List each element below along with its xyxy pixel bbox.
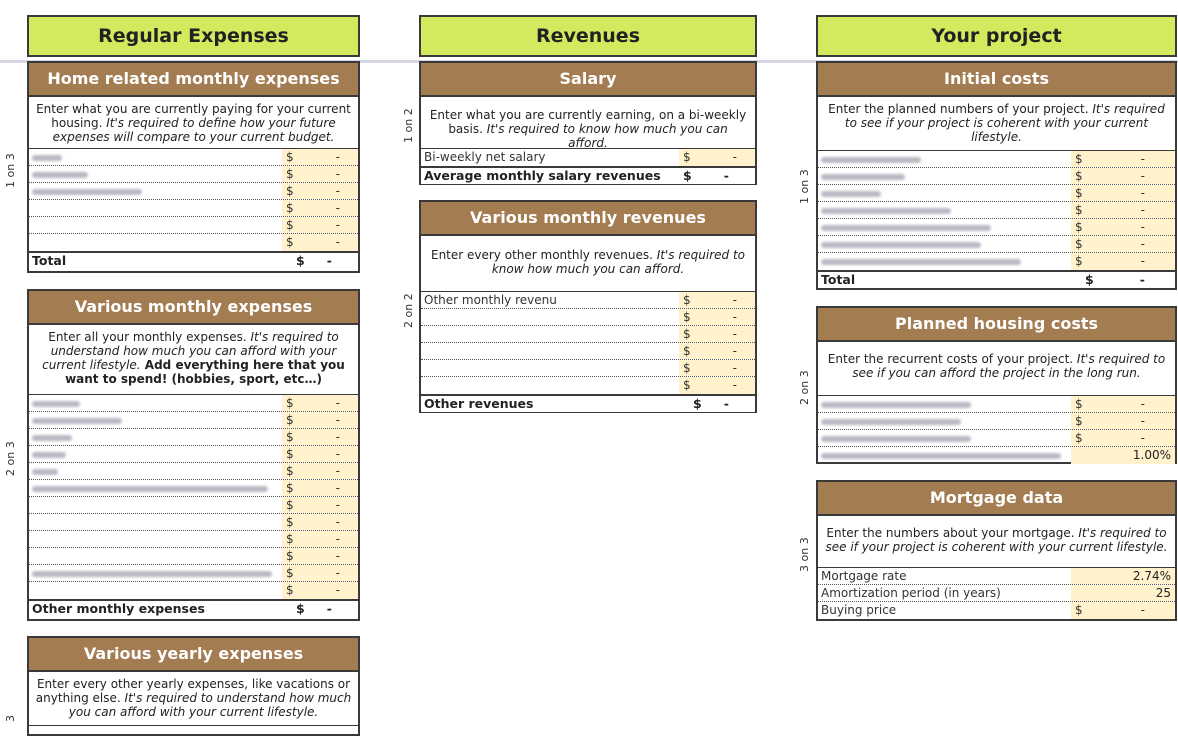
mortgage-panel [816, 480, 1177, 621]
initial-costs-description: Enter the planned numbers of your project. It's required to see if your project is coherent with your current lifestyle. [818, 97, 1175, 151]
various-monthly-expenses-total-row: Other monthly expenses $ - [29, 599, 358, 617]
housing-costs-panel [816, 306, 1177, 464]
table-row[interactable]: $ - [29, 480, 358, 497]
various-monthly-expenses-title: Various monthly expenses [29, 291, 358, 325]
mortgage-description: Enter the numbers about your mortgage. It's required to see if your project is coherent with your current lifestyle. [818, 516, 1175, 568]
amortization-period-row[interactable]: Amortization period (in years) 25 [818, 585, 1175, 602]
mortgage-rate-row[interactable]: Mortgage rate 2.74% [818, 568, 1175, 585]
table-row[interactable]: $ - [29, 565, 358, 582]
initial-costs-title: Initial costs [818, 63, 1175, 97]
yearly-expenses-description: Enter every other yearly expenses, like vacations or anything else. It's required to understand how much you can afford with your current lifestyle. [29, 672, 358, 726]
table-row[interactable]: $ - [29, 446, 358, 463]
housing-costs-description: Enter the recurrent costs of your project. It's required to see if you can afford the project in the long run. [818, 342, 1175, 396]
initial-costs-rows [818, 151, 1175, 270]
step-label-various-monthly: 2 on 3 [4, 441, 17, 476]
table-row[interactable]: $ - [29, 531, 358, 548]
table-row[interactable]: $ - [421, 309, 755, 326]
table-row[interactable]: $ - [29, 497, 358, 514]
table-row[interactable]: $ - [818, 236, 1175, 253]
table-row[interactable]: $ - [421, 343, 755, 360]
various-revenues-rows [421, 292, 755, 394]
table-row[interactable]: $ - [29, 217, 358, 234]
housing-pct-value[interactable]: 1.00% [1071, 447, 1175, 464]
table-row[interactable]: $ - [818, 253, 1175, 270]
yearly-expenses-panel [27, 636, 360, 736]
table-row[interactable]: $ - [29, 166, 358, 183]
buying-price-row[interactable]: Buying price $ - [818, 602, 1175, 619]
various-revenues-panel [419, 200, 757, 413]
various-revenues-total-row: Other revenues $ - [421, 394, 755, 412]
column-header-regular-expenses: Regular Expenses [27, 15, 360, 57]
table-row[interactable]: $ - [29, 412, 358, 429]
home-expenses-total-row: Total $ - [29, 251, 358, 269]
column-header-revenues: Revenues [419, 15, 757, 57]
salary-title: Salary [421, 63, 755, 97]
step-label-yearly: 3 [4, 715, 17, 722]
various-monthly-expenses-rows [29, 395, 358, 599]
table-row[interactable]: $ - [29, 514, 358, 531]
table-row[interactable]: $ - [818, 396, 1175, 413]
step-label-revenues-various: 2 on 2 [402, 293, 415, 328]
table-row[interactable]: $ - [29, 429, 358, 446]
table-row[interactable]: $ - [29, 395, 358, 412]
mortgage-rate-value[interactable]: 2.74% [1071, 568, 1175, 584]
table-row[interactable]: $ - [421, 326, 755, 343]
amortization-period-value[interactable]: 25 [1071, 585, 1175, 601]
mortgage-title: Mortgage data [818, 482, 1175, 516]
table-row[interactable]: $ - [29, 548, 358, 565]
initial-costs-panel [816, 61, 1177, 290]
various-revenues-description: Enter every other monthly revenues. It's required to know how much you can afford. [421, 236, 755, 292]
salary-description: Enter what you are currently earning, on a bi-weekly basis. It's required to know how much you can afford. [421, 97, 755, 149]
various-monthly-expenses-panel [27, 289, 360, 621]
home-expenses-panel [27, 61, 360, 273]
table-row[interactable]: $ - [29, 234, 358, 251]
salary-row[interactable]: Bi-weekly net salary $ - [421, 149, 755, 166]
step-label-home: 1 on 3 [4, 153, 17, 188]
housing-costs-title: Planned housing costs [818, 308, 1175, 342]
table-row[interactable] [818, 447, 1175, 464]
table-row[interactable]: $ - [818, 413, 1175, 430]
yearly-expenses-title: Various yearly expenses [29, 638, 358, 672]
various-revenues-title: Various monthly revenues [421, 202, 755, 236]
table-row[interactable]: $ - [29, 200, 358, 217]
salary-total-row: Average monthly salary revenues $ - [421, 166, 755, 184]
table-row[interactable]: $ - [29, 463, 358, 480]
table-row[interactable]: $ - [421, 360, 755, 377]
home-expenses-title: Home related monthly expenses [29, 63, 358, 97]
table-row[interactable]: $ - [818, 185, 1175, 202]
table-row[interactable]: $ - [818, 202, 1175, 219]
step-label-initial: 1 on 3 [798, 169, 811, 204]
home-expenses-rows [29, 149, 358, 251]
table-row[interactable]: $ - [818, 168, 1175, 185]
step-label-mortgage: 3 on 3 [798, 537, 811, 572]
column-header-your-project: Your project [816, 15, 1177, 57]
table-row[interactable]: $ - [818, 219, 1175, 236]
various-monthly-expenses-description: Enter all your monthly expenses. It's required to understand how much you can afford with your current lifestyle. Add everything here that you want to spend! (hobbies, sport, etc…) [29, 325, 358, 395]
initial-costs-total-row: Total $ - [818, 270, 1175, 288]
table-row[interactable]: $ - [818, 151, 1175, 168]
table-row[interactable]: $ - [29, 183, 358, 200]
step-label-housing: 2 on 3 [798, 370, 811, 405]
table-row[interactable]: $ - [818, 430, 1175, 447]
home-expenses-description: Enter what you are currently paying for your current housing. It's required to define how your future expenses will compare to your current budget. [29, 97, 358, 149]
table-row[interactable]: Other monthly revenu $ - [421, 292, 755, 309]
table-row[interactable]: $ - [421, 377, 755, 394]
salary-panel [419, 61, 757, 185]
housing-costs-rows [818, 396, 1175, 464]
table-row[interactable]: $ - [29, 582, 358, 599]
step-label-salary: 1 on 2 [402, 108, 415, 143]
table-row[interactable]: $ - [29, 149, 358, 166]
